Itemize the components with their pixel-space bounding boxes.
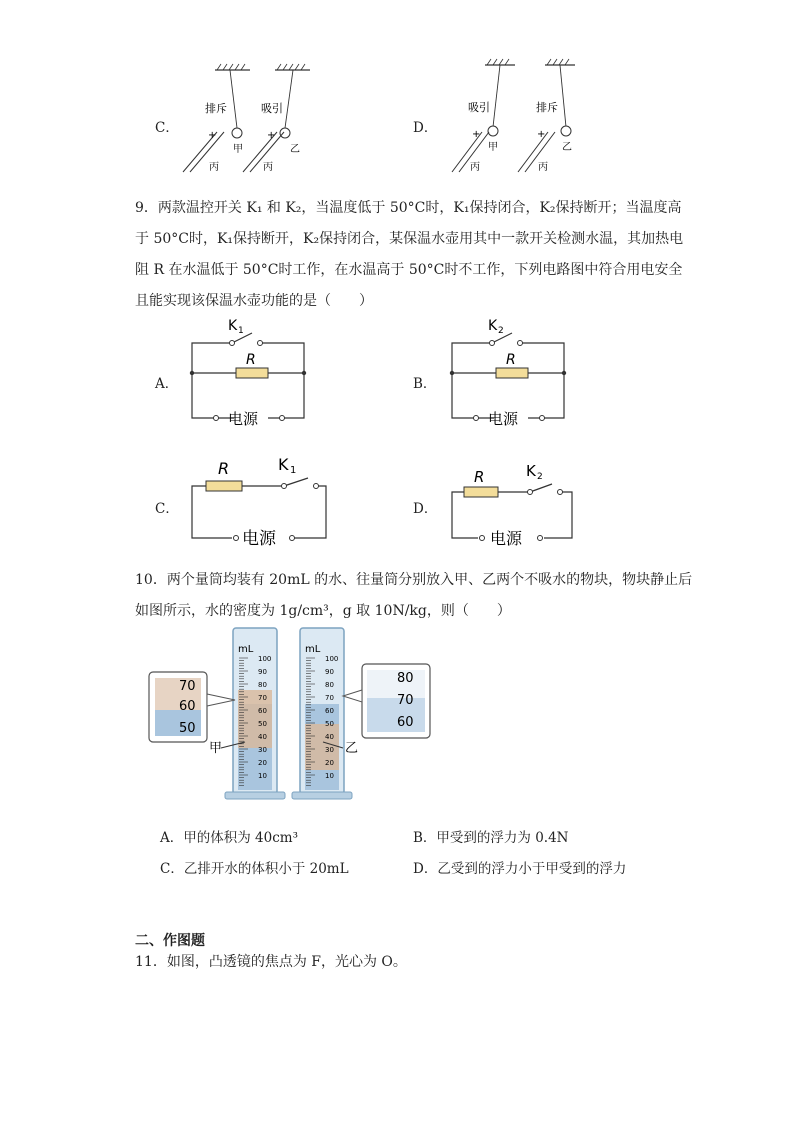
scale-label: 100 bbox=[325, 655, 339, 663]
scale-label: 50 bbox=[325, 720, 334, 728]
q8-option-c-figure bbox=[175, 60, 335, 180]
svg-text:70: 70 bbox=[179, 679, 196, 694]
ball-yi bbox=[280, 128, 290, 138]
svg-text:60: 60 bbox=[179, 699, 196, 714]
svg-text:+: + bbox=[537, 129, 546, 140]
scale-label: 10 bbox=[325, 772, 334, 780]
svg-text:K: K bbox=[526, 462, 536, 480]
tag-jia: 甲 bbox=[209, 741, 223, 756]
svg-text:70: 70 bbox=[397, 693, 414, 708]
tag-yi: 乙 bbox=[345, 741, 359, 756]
svg-text:乙: 乙 bbox=[562, 142, 572, 153]
scale-label: 20 bbox=[325, 759, 334, 767]
q9-circuit-d bbox=[440, 456, 590, 552]
scale-label: 60 bbox=[258, 707, 267, 715]
svg-text:1: 1 bbox=[238, 326, 244, 336]
scale-label: 30 bbox=[258, 746, 267, 754]
q9-option-a-label: A． bbox=[155, 376, 179, 392]
svg-text:+: + bbox=[208, 130, 217, 141]
svg-text:K: K bbox=[228, 318, 238, 334]
q9-circuit-c bbox=[180, 450, 340, 550]
note-c-right: 吸引 bbox=[261, 102, 283, 115]
svg-text:R: R bbox=[218, 459, 230, 478]
scale-label: 80 bbox=[258, 681, 267, 689]
svg-text:甲: 甲 bbox=[488, 142, 498, 153]
zoom-left bbox=[149, 672, 235, 742]
svg-text:乙: 乙 bbox=[290, 144, 300, 155]
scale-label: 90 bbox=[258, 668, 267, 676]
svg-text:mL: mL bbox=[305, 644, 321, 655]
scale-label: 60 bbox=[325, 707, 334, 715]
scale-label: 80 bbox=[325, 681, 334, 689]
svg-text:R: R bbox=[506, 352, 516, 368]
cylinder-jia bbox=[225, 628, 285, 799]
svg-text:50: 50 bbox=[179, 721, 196, 736]
note-c-left: 排斥 bbox=[205, 102, 227, 115]
q9-option-b-label: B． bbox=[413, 376, 437, 392]
svg-text:丙: 丙 bbox=[470, 162, 480, 173]
scale-label: 100 bbox=[258, 655, 272, 663]
svg-text:电源: 电源 bbox=[228, 410, 259, 428]
svg-text:R: R bbox=[246, 352, 256, 368]
svg-text:K: K bbox=[488, 318, 498, 334]
svg-text:+: + bbox=[267, 130, 276, 141]
q10-stem: 10．两个量筒均装有 20mL 的水、往量筒分别放入甲、乙两个不吸水的物块，物块静止后如图所示，水的密度为 1g/cm³，g 取 10N/kg，则（ ） bbox=[135, 572, 693, 619]
q9-option-c-label: C． bbox=[155, 501, 179, 517]
svg-text:电源: 电源 bbox=[242, 529, 276, 549]
svg-text:丙: 丙 bbox=[263, 162, 273, 173]
svg-text:60: 60 bbox=[397, 715, 414, 730]
q9-circuit-a bbox=[180, 312, 320, 432]
q10-cylinders-figure bbox=[145, 622, 445, 804]
scale-label: 70 bbox=[325, 694, 334, 702]
svg-text:1: 1 bbox=[290, 465, 297, 476]
svg-text:2: 2 bbox=[537, 472, 543, 482]
note-d-right: 排斥 bbox=[536, 101, 558, 114]
svg-text:K: K bbox=[278, 455, 289, 474]
scale-label: 10 bbox=[258, 772, 267, 780]
scale-label: 30 bbox=[325, 746, 334, 754]
svg-text:电源: 电源 bbox=[490, 529, 523, 548]
zoom-right bbox=[343, 664, 430, 738]
svg-text:R: R bbox=[474, 468, 485, 486]
svg-text:甲: 甲 bbox=[233, 144, 243, 155]
svg-text:丙: 丙 bbox=[209, 162, 219, 173]
svg-text:mL: mL bbox=[238, 644, 254, 655]
scale-label: 50 bbox=[258, 720, 267, 728]
q10-option-a: A．甲的体积为 40cm³ bbox=[160, 830, 298, 846]
scale-label: 70 bbox=[258, 694, 267, 702]
q9-stem: 9．两款温控开关 K₁ 和 K₂，当温度低于 50°C时，K₁保持闭合，K₂保持断开；当温度高于 50°C时，K₁保持断开，K₂保持闭合，某保温水壶用其中一款开关检测水温，其加热电阻 R 在水温低于 50°C时工作，在水温高于 50°C时不工作，下列电路图中符合用电安全且能实现该保温水壶功能的是（ ） bbox=[135, 200, 684, 309]
svg-text:2: 2 bbox=[498, 326, 504, 336]
scale-label: 20 bbox=[258, 759, 267, 767]
ball-jia bbox=[232, 128, 242, 138]
q8-option-c-label: C． bbox=[155, 120, 179, 136]
q8-option-d-label: D． bbox=[413, 120, 438, 136]
q10-option-b: B．甲受到的浮力为 0.4N bbox=[413, 830, 569, 846]
svg-text:丙: 丙 bbox=[538, 162, 548, 173]
section-title: 二、作图题 bbox=[135, 933, 205, 949]
q10-option-c: C．乙排开水的体积小于 20mL bbox=[160, 861, 349, 877]
scale-label: 90 bbox=[325, 668, 334, 676]
scale-label: 40 bbox=[258, 733, 267, 741]
q8-option-d-figure bbox=[440, 55, 600, 180]
q9-circuit-b bbox=[440, 312, 580, 432]
q10-option-d: D．乙受到的浮力小于甲受到的浮力 bbox=[413, 861, 627, 877]
svg-text:电源: 电源 bbox=[488, 410, 519, 428]
scale-label: 40 bbox=[325, 733, 334, 741]
svg-text:80: 80 bbox=[397, 671, 414, 686]
q11-stem: 11．如图，凸透镜的焦点为 F，光心为 O。 bbox=[135, 954, 407, 970]
svg-text:+: + bbox=[472, 129, 481, 140]
note-d-left: 吸引 bbox=[468, 101, 490, 114]
q9-option-d-label: D． bbox=[413, 501, 438, 517]
cylinder-yi bbox=[292, 628, 352, 799]
